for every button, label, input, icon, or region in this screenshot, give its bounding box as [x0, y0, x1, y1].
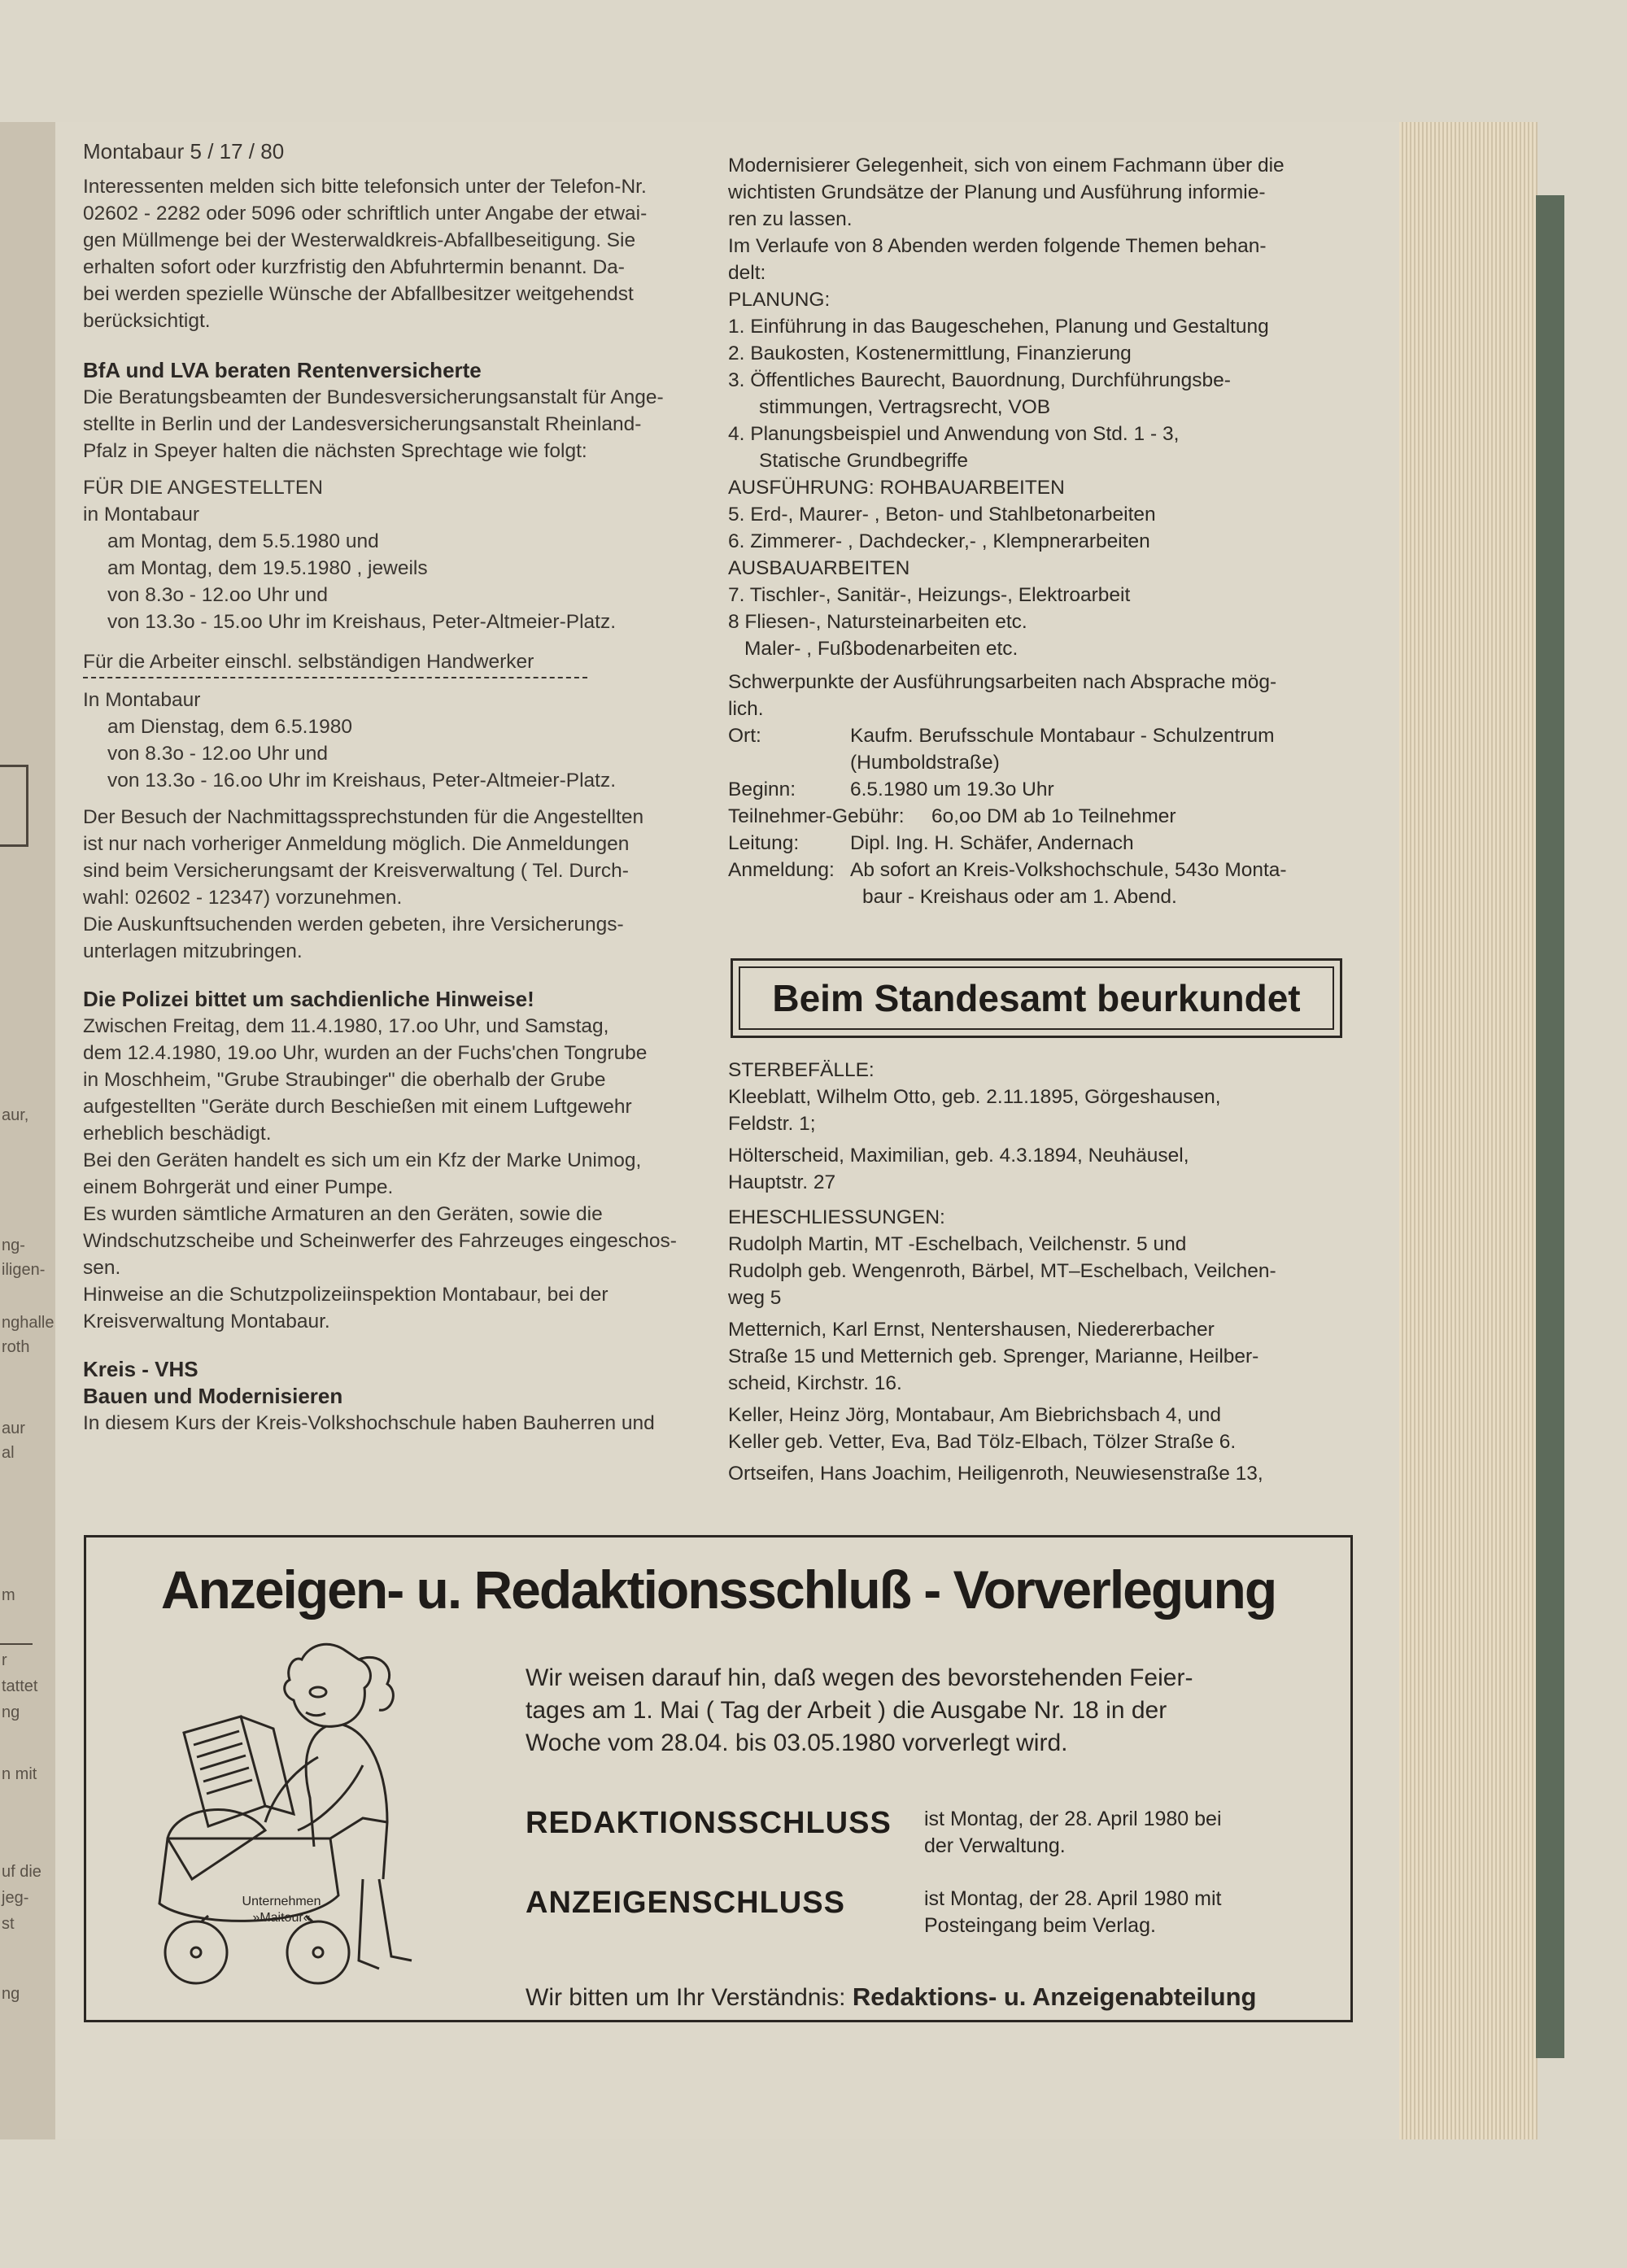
detail-label: Leitung: — [728, 832, 800, 854]
detail-value: (Humboldstraße) — [850, 752, 1000, 774]
detail-value: Kaufm. Berufsschule Montabaur - Schulzentrum — [850, 725, 1275, 747]
prev-fragment: aur, — [2, 1106, 29, 1124]
prev-fragment: ng — [2, 1703, 20, 1721]
notice-closing — [526, 1982, 1256, 2012]
entry-line: weg 5 — [728, 1287, 782, 1309]
ausbau-item: Maler- , Fußbodenarbeiten etc. — [744, 638, 1019, 660]
planung-item: 3. Öffentliches Baurecht, Bauordnung, Durchführungsbe- — [728, 369, 1231, 391]
caption-line: Unternehmen — [242, 1895, 321, 1908]
ausbau-heading: AUSBAUARBEITEN — [728, 557, 910, 579]
anzeigenschluss-label: ANZEIGENSCHLUSS — [526, 1886, 845, 1920]
text-line: sen. — [83, 1257, 121, 1279]
detail-label: Anmeldung: — [728, 859, 835, 881]
entry-line: Hölterscheid, Maximilian, geb. 4.3.1894, Neuhäusel, — [728, 1145, 1189, 1167]
text-line: Die Beratungsbeamten der Bundesversicherungsanstalt für Ange- — [83, 386, 664, 408]
vhs-subheading: Bauen und Modernisieren — [83, 1384, 343, 1408]
schedule-time: von 13.3o - 16.oo Uhr im Kreishaus, Peter-Altmeier-Platz. — [107, 770, 617, 792]
prev-fragment: n mit — [2, 1765, 37, 1783]
text-line: Zwischen Freitag, dem 11.4.1980, 17.oo Uhr, und Samstag, — [83, 1015, 609, 1037]
rohbau-heading: AUSFÜHRUNG: ROHBAUARBEITEN — [728, 477, 1065, 499]
course-details — [728, 722, 1371, 910]
text-line: erhalten sofort oder kurzfristig den Abfuhrtermin benannt. Da- — [83, 256, 625, 278]
prev-fragment: nghalle — [2, 1314, 55, 1332]
text-line: Modernisierer Gelegenheit, sich von einem Fachmann über die — [728, 155, 1285, 177]
text-line: bei werden spezielle Wünsche der Abfallbesitzer weitgehendst — [83, 283, 634, 305]
text-line: stellte in Berlin und der Landesversicherungsanstalt Rheinland- — [83, 413, 642, 435]
left-column — [83, 138, 709, 1437]
detail-label — [728, 749, 850, 776]
text-line: ren zu lassen. — [728, 208, 853, 230]
vhs-intro — [728, 152, 1371, 286]
schwerpunkte — [728, 669, 1371, 722]
text-line: ist nur nach vorheriger Anmeldung möglich. Die Anmeldungen — [83, 833, 630, 855]
entry-line: Ortseifen, Hans Joachim, Heiligenroth, Neuwiesenstraße 13, — [728, 1463, 1263, 1485]
entry-line: scheid, Kirchstr. 16. — [728, 1372, 902, 1394]
arbeiter-heading: Für die Arbeiter einschl. selbständigen Handwerker — [83, 651, 534, 673]
text-line: unterlagen mitzubringen. — [83, 940, 303, 962]
schedule-time: von 8.3o - 12.oo Uhr und — [107, 584, 329, 606]
redaktionsschluss-row — [526, 1806, 1339, 1860]
closing-signature: Redaktions- u. Anzeigenabteilung — [852, 1982, 1257, 2011]
detail-value: Ab sofort an Kreis-Volkshochschule, 543o Monta- — [850, 859, 1287, 881]
entry-line: Feldstr. 1; — [728, 1113, 816, 1135]
schedule-time: von 8.3o - 12.oo Uhr und — [107, 743, 329, 765]
text-line: Im Verlaufe von 8 Abenden werden folgende Themen behan- — [728, 235, 1267, 257]
closing-text: Wir bitten um Ihr Verständnis: — [526, 1984, 846, 2011]
detail-label: Beginn: — [728, 779, 796, 800]
planung-item: 1. Einführung in das Baugeschehen, Planung und Gestaltung — [728, 316, 1269, 338]
prev-fragment: aur — [2, 1420, 25, 1437]
text-line: sind beim Versicherungsamt der Kreisverwaltung ( Tel. Durch- — [83, 860, 629, 882]
text-line: lich. — [728, 698, 764, 720]
rohbau-item: 6. Zimmerer- , Dachdecker,- , Klempnerarbeiten — [728, 530, 1150, 552]
prev-page-box — [0, 765, 28, 847]
detail-label: Ort: — [728, 725, 761, 747]
entry-line: Kleeblatt, Wilhelm Otto, geb. 2.11.1895, Görgeshausen, — [728, 1086, 1221, 1108]
bfa-outro — [83, 804, 709, 965]
prev-fragment: ng — [2, 1985, 20, 2003]
schedule-date: am Montag, dem 5.5.1980 und — [107, 530, 379, 552]
right-column — [728, 152, 1371, 910]
planung-item: Statische Grundbegriffe — [759, 450, 968, 472]
planung-item: 4. Planungsbeispiel und Anwendung von Std. 1 - 3, — [728, 423, 1180, 445]
prev-fragment: m — [2, 1586, 15, 1604]
detail-label — [728, 883, 862, 910]
text-line: Wir weisen darauf hin, daß wegen des bevorstehenden Feier- — [526, 1664, 1193, 1691]
prev-fragment: r — [2, 1651, 7, 1669]
ausbau-item: 8 Fliesen-, Natursteinarbeiten etc. — [728, 611, 1027, 633]
text-line: ist Montag, der 28. April 1980 bei — [924, 1808, 1222, 1830]
text-line: erheblich beschädigt. — [83, 1123, 272, 1145]
text-line: der Verwaltung. — [924, 1834, 1066, 1857]
entry-line: Metternich, Karl Ernst, Nentershausen, Niedererbacher — [728, 1319, 1215, 1341]
previous-page-edge — [0, 122, 58, 2139]
text-line: wichtisten Grundsätze der Planung und Ausführung informie- — [728, 181, 1266, 203]
detail-value: 6.5.1980 um 19.3o Uhr — [850, 779, 1054, 800]
text-line: gen Müllmenge bei der Westerwaldkreis-Abfallbeseitigung. Sie — [83, 229, 636, 251]
text-line: einem Bohrgerät und einer Pumpe. — [83, 1176, 394, 1198]
bfa-intro — [83, 384, 709, 465]
text-line: Kreisverwaltung Montabaur. — [83, 1311, 330, 1332]
schedule-time: von 13.3o - 15.oo Uhr im Kreishaus, Peter-Altmeier-Platz. — [107, 611, 617, 633]
prev-fragment: roth — [2, 1338, 30, 1356]
caption-line: »Maitour« — [252, 1911, 311, 1925]
sterbefaelle-heading: STERBEFÄLLE: — [728, 1059, 875, 1081]
text-line: ist Montag, der 28. April 1980 mit — [924, 1887, 1222, 1910]
prev-fragment: uf die — [2, 1863, 41, 1881]
entry-line: Rudolph geb. Wengenroth, Bärbel, MT–Eschelbach, Veilchen- — [728, 1260, 1276, 1282]
deadline-notice-box — [84, 1535, 1353, 2022]
detail-value: baur - Kreishaus oder am 1. Abend. — [862, 886, 1177, 908]
text-line: Interessenten melden sich bitte telefonsich unter der Telefon-Nr. — [83, 176, 647, 198]
angestellte-place: in Montabaur — [83, 504, 200, 526]
prev-fragment: iligen- — [2, 1261, 46, 1279]
entry-line: Keller, Heinz Jörg, Montabaur, Am Biebrichsbach 4, und — [728, 1404, 1222, 1426]
vhs-heading: Kreis - VHS — [83, 1357, 198, 1381]
intro-paragraph — [83, 173, 709, 334]
rohbau-item: 5. Erd-, Maurer- , Beton- und Stahlbetonarbeiten — [728, 504, 1156, 526]
prev-fragment: st — [2, 1915, 15, 1933]
text-line: 02602 - 2282 oder 5096 oder schriftlich unter Angabe der etwai- — [83, 203, 648, 225]
text-line: berücksichtigt. — [83, 310, 211, 332]
anzeigenschluss-row — [526, 1886, 1339, 1939]
bfa-heading: BfA und LVA beraten Rentenversicherte — [83, 358, 482, 382]
entry-line: Hauptstr. 27 — [728, 1171, 836, 1193]
detail-value: 6o,oo DM ab 1o Teilnehmer — [931, 805, 1176, 827]
standesamt-box — [731, 958, 1342, 1038]
text-line: tages am 1. Mai ( Tag der Arbeit ) die Ausgabe Nr. 18 in der — [526, 1697, 1167, 1724]
ehe-heading: EHESCHLIESSUNGEN: — [728, 1206, 945, 1228]
cartoon-illustration — [143, 1635, 485, 2009]
prev-fragment: al — [2, 1444, 15, 1462]
entry-line: Keller geb. Vetter, Eva, Bad Tölz-Elbach, Tölzer Straße 6. — [728, 1431, 1237, 1453]
polizei-heading: Die Polizei bittet um sachdienliche Hinweise! — [83, 987, 534, 1011]
standesamt-content — [728, 1057, 1371, 1487]
book-cover-edge — [1536, 195, 1564, 2058]
redaktionsschluss-desc — [924, 1806, 1222, 1860]
entry-line: Rudolph Martin, MT -Eschelbach, Veilchenstr. 5 und — [728, 1233, 1187, 1255]
book-page-edges — [1399, 122, 1538, 2139]
cartoon-caption — [212, 1894, 351, 1926]
text-line: aufgestellten "Geräte durch Beschießen mit einem Luftgewehr — [83, 1096, 632, 1118]
detail-label: Teilnehmer-Gebühr: — [728, 805, 905, 827]
entry-line: Straße 15 und Metternich geb. Sprenger, Marianne, Heilber- — [728, 1346, 1259, 1367]
text-line: delt: — [728, 262, 766, 284]
ausbau-item: 7. Tischler-, Sanitär-, Heizungs-, Elektroarbeit — [728, 584, 1131, 606]
text-line: Hinweise an die Schutzpolizeiinspektion Montabaur, bei der — [83, 1284, 608, 1306]
text-line: dem 12.4.1980, 19.oo Uhr, wurden an der Fuchs'chen Tongrube — [83, 1042, 648, 1064]
schedule-date: am Dienstag, dem 6.5.1980 — [107, 716, 352, 738]
text-line: Die Auskunftsuchenden werden gebeten, ihre Versicherungs- — [83, 914, 624, 936]
text-line: Schwerpunkte der Ausführungsarbeiten nach Absprache mög- — [728, 671, 1277, 693]
text-line: Woche vom 28.04. bis 03.05.1980 vorverlegt wird. — [526, 1729, 1068, 1756]
notice-body — [526, 1662, 1339, 1760]
notice-title: Anzeigen- u. Redaktionsschluß - Vorverlegung — [160, 1559, 1276, 1620]
text-line: Posteingang beim Verlag. — [924, 1914, 1156, 1937]
detail-value: Dipl. Ing. H. Schäfer, Andernach — [850, 832, 1134, 854]
prev-fragment: tattet — [2, 1677, 38, 1695]
polizei-paragraph — [83, 1013, 709, 1335]
arbeiter-place: In Montabaur — [83, 689, 201, 711]
angestellte-heading: FÜR DIE ANGESTELLTEN — [83, 477, 323, 499]
text-line: Es wurden sämtliche Armaturen an den Geräten, sowie die — [83, 1203, 603, 1225]
vhs-line: In diesem Kurs der Kreis-Volkshochschule haben Bauherren und — [83, 1412, 655, 1434]
prev-fragment: ng- — [2, 1236, 25, 1254]
planung-item: stimmungen, Vertragsrecht, VOB — [759, 396, 1051, 418]
planung-item: 2. Baukosten, Kostenermittlung, Finanzierung — [728, 342, 1132, 364]
text-line: Bei den Geräten handelt es sich um ein Kfz der Marke Unimog, — [83, 1149, 642, 1171]
prev-fragment: jeg- — [2, 1889, 29, 1907]
schedule-date: am Montag, dem 19.5.1980 , jeweils — [107, 557, 428, 579]
text-line: Pfalz in Speyer halten die nächsten Sprechtage wie folgt: — [83, 440, 587, 462]
text-line: Windschutzscheibe und Scheinwerfer des Fahrzeuges eingeschos- — [83, 1230, 677, 1252]
redaktionsschluss-label: REDAKTIONSSCHLUSS — [526, 1806, 892, 1840]
text-line: wahl: 02602 - 12347) vorzunehmen. — [83, 887, 403, 909]
planung-heading: PLANUNG: — [728, 289, 831, 311]
text-line: in Moschheim, "Grube Straubinger" die oberhalb der Grube — [83, 1069, 606, 1091]
dashed-rule — [83, 677, 587, 678]
text-line: Der Besuch der Nachmittagssprechstunden für die Angestellten — [83, 806, 644, 828]
page-header: Montabaur 5 / 17 / 80 — [83, 139, 285, 164]
prev-page-rule — [0, 1643, 33, 1645]
standesamt-title: Beim Standesamt beurkundet — [739, 966, 1334, 1030]
anzeigenschluss-desc — [924, 1886, 1221, 1939]
